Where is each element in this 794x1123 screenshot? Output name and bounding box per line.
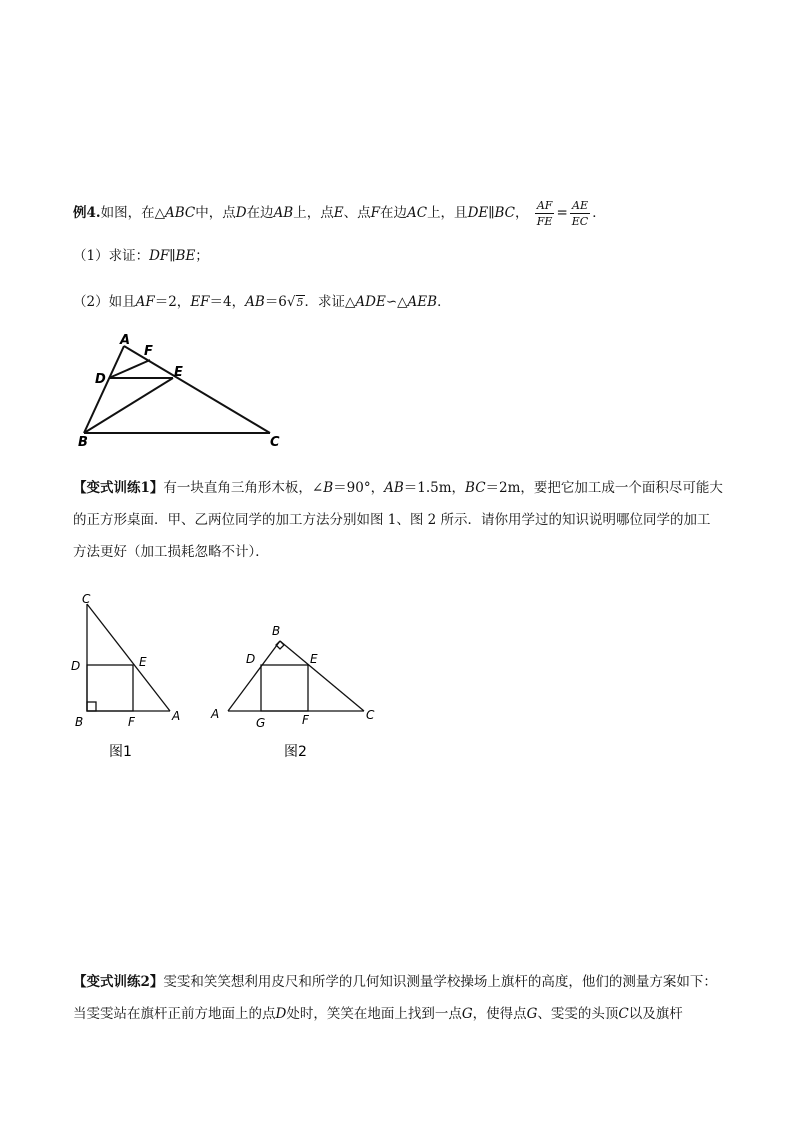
label-d: D <box>71 659 81 673</box>
text: ． <box>592 205 606 221</box>
sqrt-sign: √ <box>286 294 296 310</box>
variant1-line1 <box>73 482 723 496</box>
text: 、点 <box>343 205 371 221</box>
variant2-line1 <box>73 976 717 990</box>
fraction-ae-ec <box>570 200 590 227</box>
label-c: C <box>270 435 280 450</box>
fraction-denominator: FE <box>536 215 553 228</box>
label-b: B <box>75 715 84 729</box>
text: 有一块直角三角形木板，∠ <box>163 480 324 496</box>
text: 、雯雯的头顶 <box>537 1006 619 1022</box>
text: ， <box>514 205 529 221</box>
q1-label: （1）求证： <box>73 248 150 264</box>
point-d: D <box>275 1006 287 1022</box>
label-e: E <box>139 655 147 669</box>
text: 上，点 <box>293 205 334 221</box>
right-angle-mark <box>87 702 96 711</box>
equals-sign: = <box>556 205 568 221</box>
label-e: E <box>310 652 318 666</box>
segment-df-line <box>109 360 150 378</box>
segment-ab: AB <box>273 205 294 221</box>
label-g: G <box>256 716 266 730</box>
text: 在边 <box>379 205 407 221</box>
variant1-tag: 【变式训练1】 <box>73 480 164 496</box>
label-f: F <box>128 715 135 729</box>
text: ．求证△ <box>304 294 356 310</box>
radicand: 5 <box>296 296 304 309</box>
label-a: A <box>120 333 131 348</box>
variant1-line3: 方法更好（加工损耗忽略不计）． <box>73 544 269 560</box>
text: 以及旗杆 <box>628 1006 683 1022</box>
point-f: F <box>370 205 380 221</box>
text: ＝2， <box>154 294 191 310</box>
inscribed-square <box>87 665 133 711</box>
fraction-af-fe <box>535 200 555 227</box>
figure-1 <box>71 590 185 760</box>
text: 处时，笑笑在地面上找到一点 <box>286 1006 462 1022</box>
q2-label: （2）如且 <box>73 294 136 310</box>
text: ． <box>437 294 451 310</box>
point-g: G <box>461 1006 473 1022</box>
fraction-denominator: EC <box>571 215 589 228</box>
angle-b: B <box>323 480 334 496</box>
text: ＝1.5m， <box>403 480 466 496</box>
segment-ac-line <box>124 346 270 433</box>
label-a: A <box>172 709 181 723</box>
text: 当雯雯站在旗杆正前方地面上的点 <box>73 1006 276 1022</box>
text: 如图，在△ <box>100 205 165 221</box>
text: ＝2m，要把它加工成一个面积尽可能大 <box>485 480 723 496</box>
similar-sign: ∽△ <box>385 294 408 310</box>
fraction-numerator: AF <box>535 200 555 214</box>
q1-expr: DF∥BE <box>149 248 196 264</box>
variant2-tag: 【变式训练2】 <box>73 974 164 990</box>
text: ＝4， <box>209 294 246 310</box>
text: ＝90°， <box>333 480 385 496</box>
segment-ab: AB <box>245 294 265 310</box>
text: 雯雯和笑笑想利用皮尺和所学的几何知识测量学校操场上旗杆的高度，他们的测量方案如下： <box>163 974 717 990</box>
text: 在边 <box>246 205 274 221</box>
question-2 <box>73 296 451 310</box>
variant1-line2: 的正方形桌面．甲、乙两位同学的加工方法分别如图 1、图 2 所示．请你用学过的知识说明哪位同学的加工 <box>73 512 711 528</box>
point-e: E <box>333 205 344 221</box>
example4-label: 例4. <box>73 205 101 221</box>
text: ； <box>195 248 209 264</box>
segment-af: AF <box>135 294 155 310</box>
segment-bc: BC <box>465 480 486 496</box>
point-d: D <box>235 205 247 221</box>
label-c: C <box>82 592 91 606</box>
question-1 <box>73 250 209 264</box>
label-e: E <box>174 365 183 380</box>
label-c: C <box>366 708 375 722</box>
label-d: D <box>246 652 256 666</box>
text: ＝6 <box>264 294 287 310</box>
example4-figure <box>70 330 310 450</box>
segment-ab: AB <box>384 480 404 496</box>
label-a: A <box>211 707 220 721</box>
triangle-abc: ABC <box>164 205 196 221</box>
fraction-numerator: AE <box>570 200 590 214</box>
segment-ef: EF <box>190 294 210 310</box>
figure-2 <box>208 615 388 765</box>
point-c: C <box>618 1006 629 1022</box>
sqrt-five <box>287 296 305 310</box>
triangle-aeb: AEB <box>407 294 438 310</box>
segment-bc-line <box>280 641 364 711</box>
text: 中，点 <box>195 205 236 221</box>
label-b: B <box>272 624 281 638</box>
label-d: D <box>95 372 106 387</box>
figure-1-caption: 图1 <box>109 744 132 760</box>
text: 上，且 <box>427 205 468 221</box>
triangle-ade: ADE <box>355 294 386 310</box>
label-f: F <box>144 344 153 359</box>
label-b: B <box>78 435 88 450</box>
point-g: G <box>526 1006 538 1022</box>
segment-ac: AC <box>406 205 428 221</box>
text: ，使得点 <box>472 1006 527 1022</box>
figure-2-caption: 图2 <box>284 744 307 760</box>
label-f: F <box>302 713 309 727</box>
inscribed-square <box>261 665 308 711</box>
variant2-line2 <box>73 1008 683 1022</box>
parallel-expr: DE∥BC <box>467 205 515 221</box>
segment-ca-line <box>87 604 170 711</box>
example4-statement <box>73 200 606 227</box>
